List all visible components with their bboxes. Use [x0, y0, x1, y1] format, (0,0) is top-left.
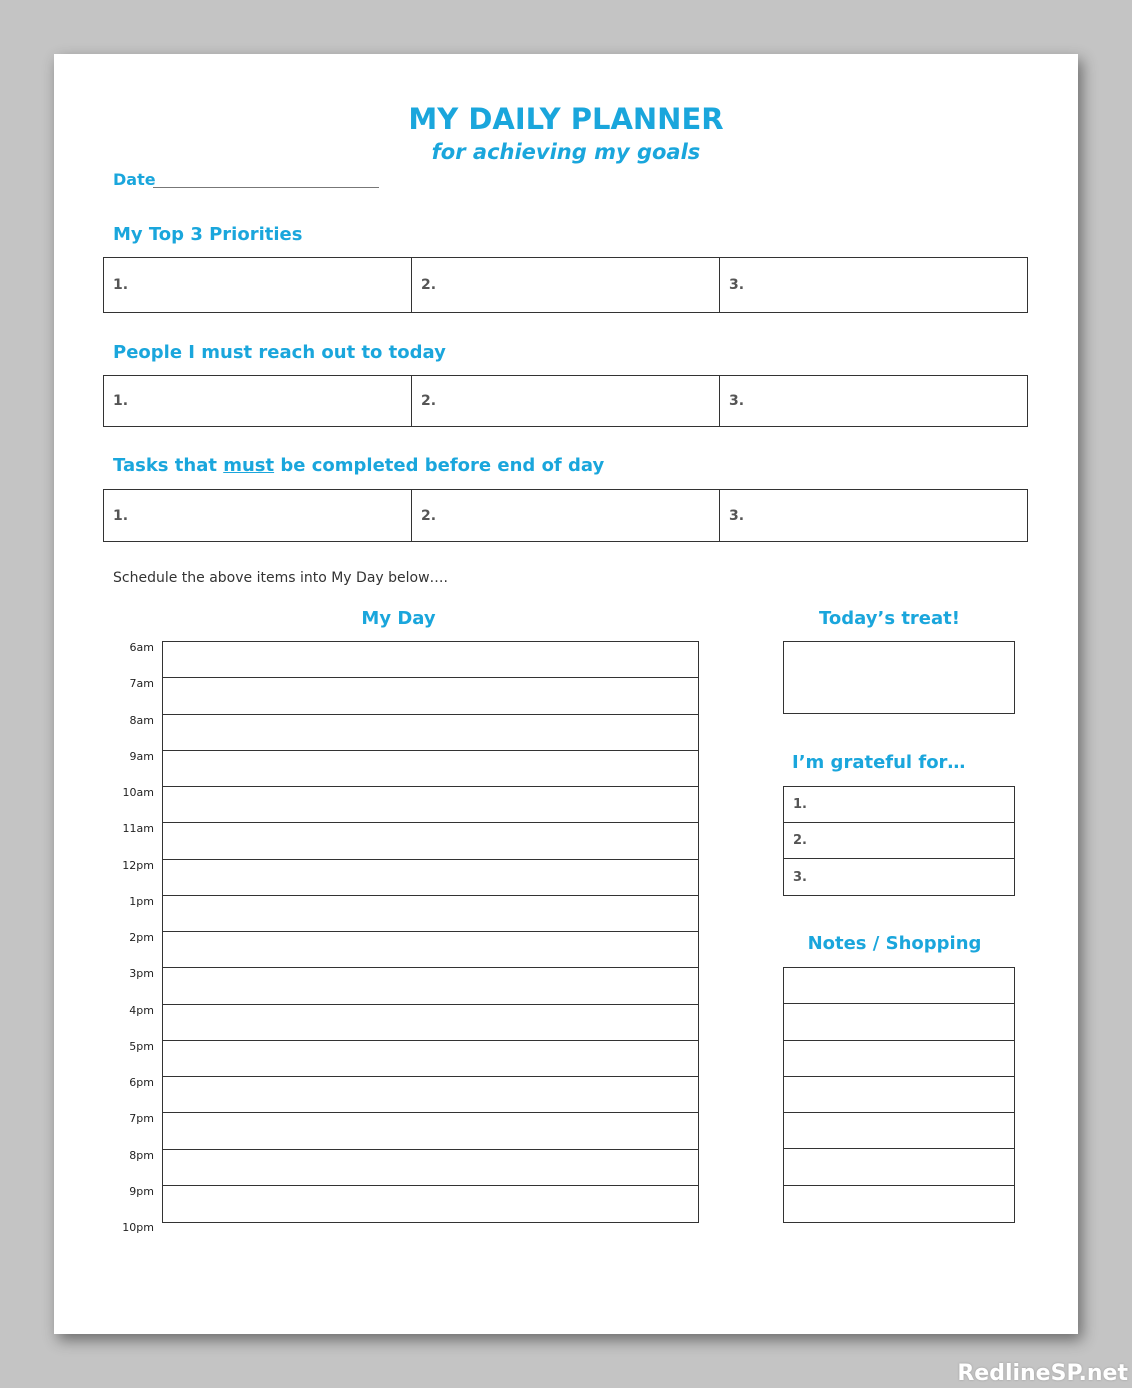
schedule-slot[interactable] [163, 1077, 698, 1113]
schedule-slot[interactable] [163, 896, 698, 932]
time-label: 3pm [129, 967, 154, 981]
tasks-row [103, 489, 1028, 542]
schedule-slot[interactable] [163, 1041, 698, 1077]
time-label: 4pm [129, 1003, 154, 1017]
time-label: 6am [129, 641, 154, 654]
schedule-slot[interactable] [163, 932, 698, 968]
tasks-heading-post: be completed before end of day [274, 455, 605, 476]
watermark: RedlineSP.net [957, 1361, 1128, 1386]
grateful-heading: I’m grateful for… [792, 752, 966, 773]
grateful-item[interactable]: 2. [784, 823, 1014, 859]
priorities-row [103, 257, 1028, 313]
time-label: 5pm [129, 1039, 154, 1053]
notes-list [783, 967, 1015, 1223]
schedule-note: Schedule the above items into My Day below…. [113, 570, 448, 586]
time-label: 1pm [129, 894, 154, 908]
tasks-heading-emphasis: must [223, 455, 275, 476]
time-label: 7am [129, 677, 154, 691]
notes-line[interactable] [784, 1113, 1014, 1149]
notes-line[interactable] [784, 1041, 1014, 1077]
time-label: 11am [122, 822, 154, 836]
people-heading: People I must reach out to today [113, 342, 446, 363]
time-label: 8am [129, 713, 154, 727]
my-day-grid [162, 641, 699, 1223]
priority-2[interactable]: 2. [412, 258, 720, 312]
schedule-slot[interactable] [163, 1005, 698, 1041]
time-label: 6pm [129, 1076, 154, 1089]
schedule-slot[interactable] [163, 642, 698, 678]
planner-page [54, 54, 1078, 1334]
time-label: 2pm [129, 931, 154, 944]
date-field[interactable] [153, 187, 379, 188]
schedule-slot[interactable] [163, 860, 698, 896]
priorities-heading: My Top 3 Priorities [113, 224, 303, 245]
person-2[interactable]: 2. [412, 376, 720, 426]
person-1[interactable]: 1. [104, 376, 412, 426]
task-2[interactable]: 2. [412, 490, 720, 541]
notes-heading: Notes / Shopping [807, 933, 982, 954]
notes-line[interactable] [784, 1077, 1014, 1113]
notes-line[interactable] [784, 1149, 1014, 1185]
treat-box[interactable] [783, 641, 1015, 714]
notes-line[interactable] [784, 1004, 1014, 1040]
grateful-item[interactable]: 3. [793, 869, 807, 885]
schedule-slot[interactable] [163, 787, 698, 823]
priority-3[interactable]: 3. [729, 277, 745, 293]
page-subtitle: for achieving my goals [431, 140, 701, 164]
notes-line[interactable] [784, 1186, 1014, 1222]
schedule-slot[interactable] [163, 1113, 698, 1149]
schedule-slot[interactable] [163, 823, 698, 859]
schedule-slot[interactable] [163, 968, 698, 1004]
schedule-slot[interactable] [163, 1150, 698, 1186]
tasks-heading [113, 455, 604, 476]
priority-1[interactable]: 1. [104, 258, 412, 312]
task-1[interactable]: 1. [104, 490, 412, 541]
time-label: 9pm [129, 1184, 154, 1198]
time-label: 10pm [122, 1221, 154, 1234]
notes-line[interactable] [784, 968, 1014, 1004]
time-label: 12pm [122, 858, 154, 872]
grateful-list [783, 786, 1015, 896]
time-label: 7pm [129, 1112, 154, 1126]
schedule-slot[interactable] [163, 751, 698, 787]
schedule-slot[interactable] [163, 678, 698, 714]
page-title: MY DAILY PLANNER [408, 102, 724, 136]
person-3[interactable]: 3. [729, 393, 745, 409]
grateful-item[interactable]: 1. [784, 787, 1014, 823]
time-label: 10am [122, 786, 154, 799]
task-3[interactable]: 3. [729, 507, 745, 524]
time-label: 9am [129, 749, 154, 763]
date-label: Date [113, 170, 156, 189]
my-day-heading: My Day [361, 608, 436, 629]
tasks-heading-pre: Tasks that [113, 455, 224, 476]
time-label: 8pm [129, 1148, 154, 1162]
schedule-slot[interactable] [163, 715, 698, 751]
people-row [103, 375, 1028, 427]
treat-heading: Today’s treat! [819, 608, 960, 629]
schedule-slot[interactable] [163, 1186, 698, 1222]
